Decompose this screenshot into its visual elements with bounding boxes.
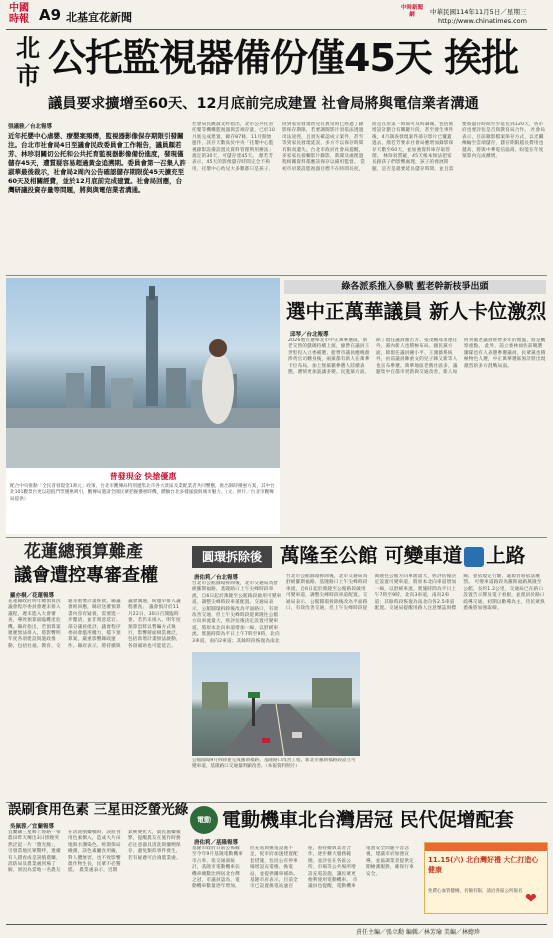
metro-photo [192, 652, 360, 756]
masthead [6, 2, 547, 28]
issue-date: 中華民國114年11月5日／星期三 [430, 8, 527, 16]
metro-body-a: 台北市公館圓環拆除後，北市交通局為舒緩羅斯福路、基隆路口上午尖峰時段車流，自6日起於萬隆至公館路段啟用可變車道，調整尖峰時段車道配置。交通局表示，公館圓環拆除後改為平面路口，有效改善交通，但上午尖峰時段從萬隆往公館方向車流量大，經評估後決定設置可變車道，將原本北向車道增加一線，以舒緩車流。實施時間為平日上午7時至9時，北向3車道，南向2車道；其餘時段恢復為南北 [192, 581, 282, 644]
lead-body: 社會局長姚淑文昨指出，北市公共托育托嬰等機構監視器與雲端存量，已於10月底完成建置，錄存87條，11月開始運作，該存天數高於中央「托嬰中心監視錄影設備設置及資料管理利用辦法」規定的30天，可儲存達45天。 顏若芳表示，45天的影像儲存時間完全不夠用，托嬰中心幼兒大多數都只是孩子，回到家常發現幼兒有異常時已經過了錄影保存期限，若要調閱影片須依法透過司法途徑，且須先確認成立案件，甚至等到家長發現延誤，多方不以保存時間有限而遺失。台北市政府社會局提醒，多家家長接觸影片錄影，新聞及處理過程相關資料都應該保存以備用監督。 當初市府裝設監視器目標不在時間長度，而是在於第一時間可及時調閱，包括新增設計劃合有關鍵片段，甚至發生事件後，4月調查發現案件部分影片已覆蓋過去，顏若芳要求社會局應增加錄影保存天數至60天，並加強資料庫存取管理。 林珍羽質疑，45天根本無法把家長跟孩子們影響處理，孩子的發展問題，是否是就要延長儲存時間，並且需要將儲存時間至少延長到120天，各市府也要評估是否與教育局合作。 社會局表示，目前錄影檔案保存方式，以光纖傳輸至雲端儲存，儲存期限越長費用也越高，將與中華電信協商，盼能在年度預算內完成擴增。 [192, 122, 546, 172]
promo-caption-box [6, 468, 280, 534]
budget-byline: 羅亦桐／花蓮報導 [10, 593, 55, 599]
footer-credit: 責任主編／張立勳 編輯／林芳瑜 美編／林總珍 [356, 929, 480, 936]
promo-headline: 選中正萬華議員 新人卡位激烈 [286, 300, 547, 323]
ev-badge: 電動 [190, 806, 218, 834]
ad-title: 11.15(六) 北台灣好禮 大仁打造心健康 [428, 856, 539, 874]
ev-body: 基隆市政府日前公佈截至今年9月基隆電動機車市占率，依交通部統計，基隆市電動機車佔機車總數比例居北台灣之冠，市議員認為，電動機車數量逐年增加，但充電與換電設施不足，促市府加速建置配套措施，包括公有停車場增設充電樁、換電站，並提供購車補助。基隆市府表示，目前全市已設置換電站逾百座，將持續與業者合作，逐步擴大服務範圍，並評估在各區公所、市場等公共場所增設充電設施，讓民眾更便利使用電動機車。 市議員也提醒，電動機車電池安全問題不容忽視，建議市府加強宣導，並協調業者提供定期檢測服務，確保行車安全。 [192, 846, 414, 890]
page-number: A9 [39, 6, 62, 24]
metro-tag: 圓環拆除後 [192, 546, 272, 568]
food-byline: 吳佩蓉／宜蘭報導 [10, 824, 55, 830]
ad-sub: 免費心血管健檢、名額有限，請洽各區公所報名 [428, 889, 523, 894]
ev-headline: 電動機車北台灣居冠 民代促增配套 [222, 809, 514, 831]
budget-body: 花蓮縣政府明年總預算因議會程序委員會遲未排入議程，遲未進入大會審查，導致預算面臨難產危機。縣府指出，若預算案遲遲無法排入，將影響明年度各項建設與施政推動，包括社福、教育、交通等重要計畫經費。縣議會則回應，縣府送審預算書內容有疑義，需要進一步釐清，並非刻意延宕。部分議員批評，議會程序委員會濫用權力，擋下預算案，嚴重影響縣政運作。縣府表示，將持續與議會溝通，盼儘早排入議程審查。 議會預計於11月22日、30日召開臨時會，若仍未排入，明年度預算恐將以暫編方式執行，影響層面相當廣泛，包括新增計畫無法啟動，各項補助也可能延宕。 [8, 599, 181, 649]
city-skyline-photo [6, 278, 280, 468]
promo-byline: 邱琴／台北報導 [290, 332, 329, 338]
right-logo: 中時新聞網 [401, 5, 424, 18]
metro-body: 台北市公館圓環拆除後，北市交通局為舒緩羅斯福路、基隆路口上午尖峰時段車流，自6日起於萬隆至公館路段啟用可變車道，調整尖峰時段車道配置。交通局表示，公館圓環拆除後改為平面路口，有效改善交通，但上午尖峰時段從萬隆往公館方向車流量大，經評估後決定設置可變車道，將原本北向車道增加一線，以舒緩車流。實施時間為平日上午7時至9時，北向3車道，南向2車道；其餘時段恢復為南北向各2.5車道配置。交通局提醒用路人注意號誌與標線，並依規定行駛，違規者將依法處罰。 可變車道路段為羅斯福路萬隆至公館，長約1.2公里，交通局已在路口設置告示牌及電子看板，並派員於路口疏導交通，初期以勸導為主，待民眾熟悉後將加強取締。 [286, 574, 545, 612]
section-name: 北基宜花新聞 [66, 11, 132, 24]
lead-summary-box [8, 122, 188, 210]
heart-icon: ❤ [525, 891, 537, 907]
website-url: http://www.chinatimes.com [438, 17, 527, 25]
promo-caption: 配合中央推動「全民普發現金1萬元」政策，台北市觀傳局特別邀集北市各大景區及業配業者共同響應，推出限時優惠方案，其中台北101觀景台更以超值門票優惠吸引，觀傳局邀請全國民眾把握優惠時機，體驗台北多樣風貌與城市魅力。（文、照片／台北市觀傳局提供） [10, 484, 275, 502]
lead-byline: 張議雅／台北報導 [8, 124, 53, 130]
metro-byline: 唐佑莉／台北報導 [194, 575, 239, 581]
lead-headline: 公托監視器備份僅45天 挨批 [48, 36, 519, 80]
lane-sign-icon [464, 547, 484, 567]
lead-subhead: 議員要求擴增至60天、12月底前完成建置 社會局將與電信業者溝通 [48, 96, 479, 112]
health-ad [424, 842, 548, 914]
promo-caption-title: 普發現金 快搶優惠 [109, 472, 177, 481]
ev-byline: 唐佑莉／基隆報導 [194, 840, 239, 846]
promo-body: 2026地方選舉北市中正萬華選區，新老交替的戲碼持續上演，綠營在議員王世堅投入立委補選、藍營市議員應曉薇涉貪官司纏身後，兩黨都有新人在萬華卡位布局，加上無黨籍參選人陸續表態，選情更加詭譎多變。民進黨方面，除了現任議員顏若芳、張茂楠尋求連任外，黨內新人也積極布局。國民黨方面，除現任議員鍾小平、王鴻薇系統外，由前議員陳重文的兒子陳又新等人也宣布參選。萬華地區老舊社區多，議題集中在都市更新與交通改善，新人如何突破老議員經營多年的地盤，將是觀察重點。 此外，前立委林昶佐前競選團隊也有人表態參選議員，民眾黨也積極物色人選，中正萬華選區預計將出現激烈的多方混戰局面。 [288, 338, 546, 376]
promo-banner: 綠各派系推入參戰 藍老幹新枝爭出頭 [284, 280, 546, 294]
lead-kicker: 北市 [16, 34, 40, 90]
lead-summary: 近年托嬰中心虐嬰、療嬰案頻傳，監視器影像保存期限引發關注。台北市社會局4日至議會民政委員會工作報告，議員顏若芳、林珍羽關切公托和公共托育監視器影像備份進度，發現僅儲存45天，遭質疑容易超過黃金追溯期。委員會第一召集人許淑華最後裁示，社會局2周內公告確認儲存期限從45天擴充至60天及相關經費，並於12月底前完成建置。社會局回應，台灣研議投資存量等問題，將與與電信業者溝通。 [8, 132, 187, 194]
budget-kicker: 花蓮總預算難產 [24, 542, 143, 562]
metro-photo-caption: 公館圓環9月拆除並完成羅斯福路、基隆路口改善工程，新北市羅斯福路段設立可變車道，基隆路口交通量明顯改善。（本報資料照片） [192, 758, 356, 770]
food-headline: 誤刷食用色素 三星田泛螢光綠 [8, 802, 189, 818]
metro-headline: 萬隆至公館 可變車道 上路 [280, 544, 526, 567]
road-traffic-photo [192, 652, 360, 756]
food-body: 宜蘭縣三星鄉上將路一帶農田昨天傳出3日傍晚突然泛起一片「螢光綠」，引發當地民眾驚呼，連續有人錯看成是誤噴農藥，消防局及農業處到場了解，原因為當地一名農友在清洗噴藥桶時，誤將食用色素倒入，造成大片田地與水溝染色。經環保局檢測，該色素屬食用級，對人體無害，也不致影響農作物生長，民眾不必驚慌。 農業處表示，近期氣候變化大，農民施藥頻繁，提醒農友在施作時務必注意器具清洗與藥劑保存，避免類似事件發生，若有疑慮可洽詢農業處。 [8, 830, 181, 874]
newspaper-logo: 中國時報 [9, 3, 29, 25]
budget-headline: 議會遭控專審查權 [14, 565, 158, 586]
promo-photo [6, 278, 280, 468]
ad-stripe [425, 843, 547, 851]
